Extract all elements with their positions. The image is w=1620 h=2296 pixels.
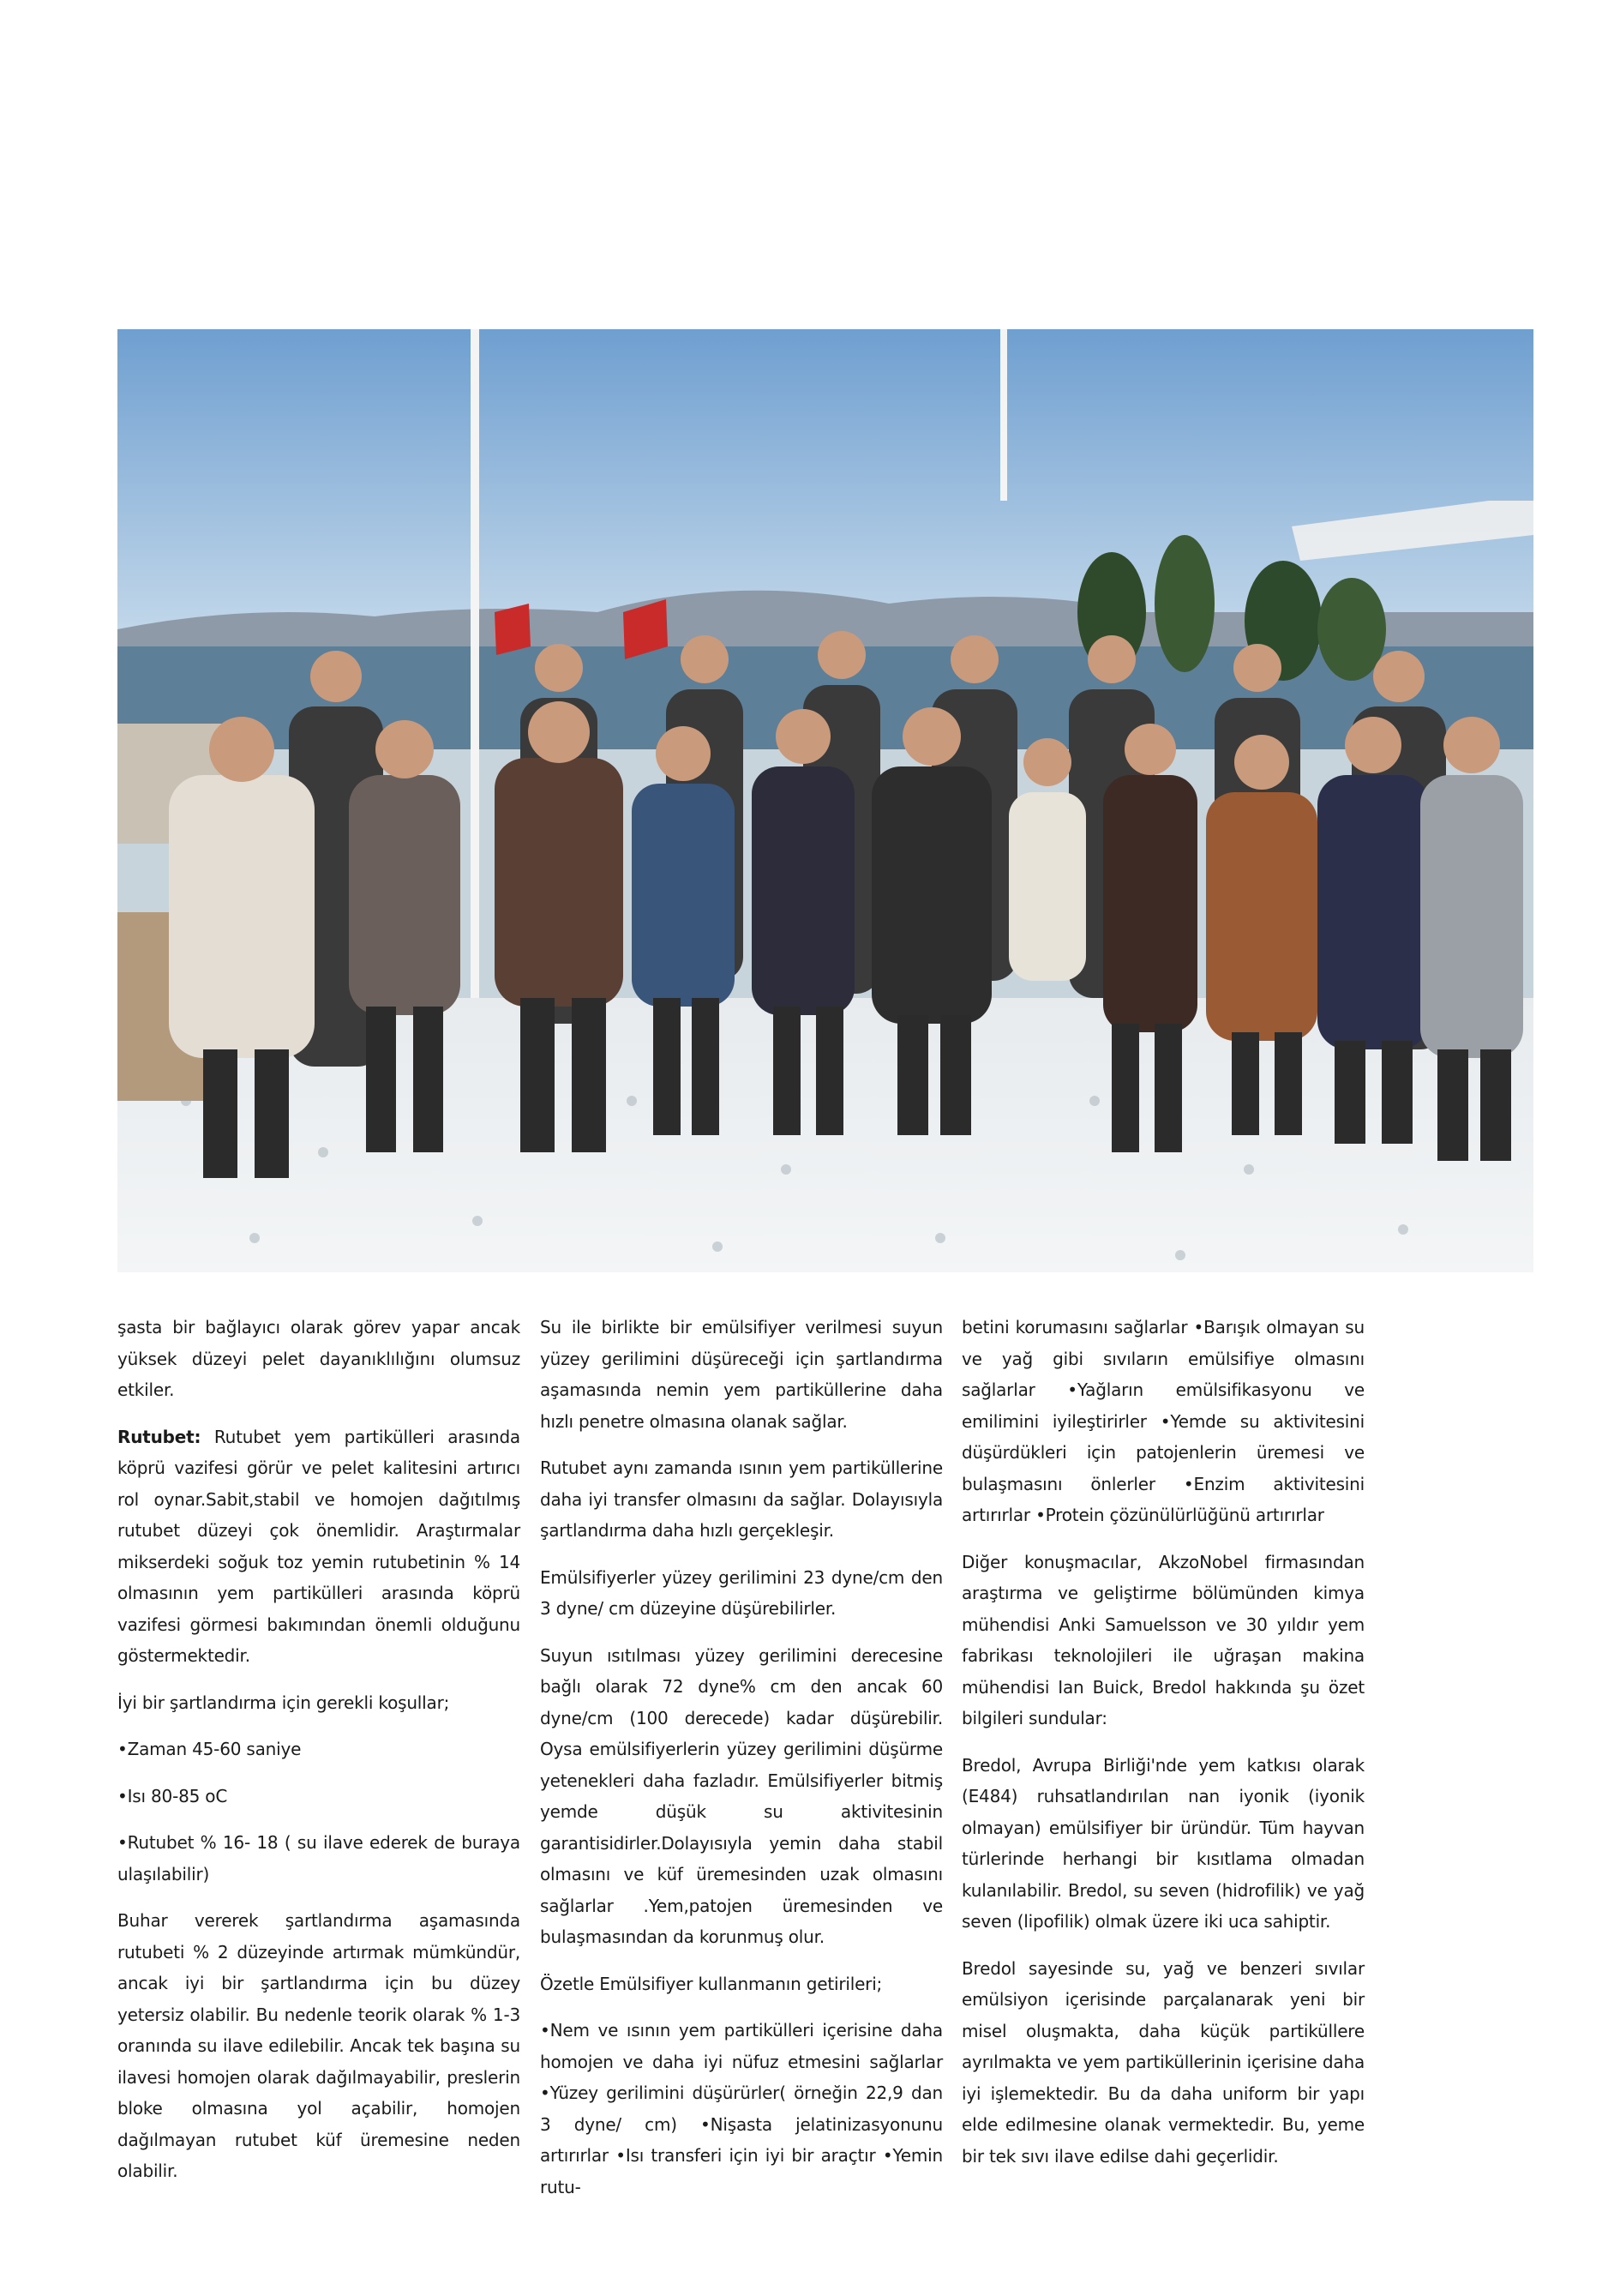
paragraph: İyi bir şartlandırma için gerekli koşullar;	[117, 1692, 450, 1713]
paragraph-text: Rutubet yem partikülleri arasında köprü vazifesi görür ve pelet kalitesini artırıcı rol oynar.Sabit,stabil ve homojen dağıtılmış rutubet düzeyi çok önemlidir. Araştırmalar mikserdeki soğuk toz yemin rutubetinin % 14 olmasının yem partikülleri arasında köprü vazifesi görmesi bakımından önemli olduğunu göstermektedir.	[117, 1426, 520, 1666]
paragraph: Bredol sayesinde su, yağ ve benzeri sıvılar emülsiyon içerisinde parçalanarak yeni bir misel oluşmakta, daha küçük partiküllere ayrılmakta ve yem partiküllerinin içerisine daha iyi işlemektedir. Bu da daha uniform bir yapı elde edilmesine olanak vermektedir. Bu, yeme bir tek sıvı ilave edilse dahi geçerlidir.	[962, 1957, 1365, 2167]
paragraph: Su ile birlikte bir emülsifiyer verilmesi suyun yüzey gerilimini düşüreceği için şartlandırma aşamasında nemin yem partiküllerine daha hızlı penetre olmasına olanak sağlar.	[540, 1317, 943, 1432]
group-photo	[117, 329, 1533, 1272]
paragraph: şasta bir bağlayıcı olarak görev yapar ancak yüksek düzeyi pelet dayanıklılığını olumsuz etkiler.	[117, 1317, 520, 1400]
paragraph: Özetle Emülsifiyer kullanmanın getirileri;	[540, 1973, 883, 1994]
list-item: •Isı 80-85 oC	[117, 1785, 228, 1806]
list-item: •Rutubet % 16- 18 ( su ilave ederek de buraya ulaşılabilir)	[117, 1832, 520, 1884]
paragraph: Diğer konuşmacılar, AkzoNobel firmasından araştırma ve geliştirme bölümünden kimya mühendisi Anki Samuelsson ve 30 yıldır yem fabrikası teknolojileri ile uğraşan makina mühendisi Ian Buick, Bredol hakkında şu özet bilgileri sundular:	[962, 1551, 1365, 1728]
text-column-3	[962, 1312, 1365, 2187]
paragraph: betini korumasını sağlarlar •Barışık olmayan su ve yağ gibi sıvıların emülsifiye olmasını sağlarlar •Yağların emülsifikasyonu ve emilimini iyileştirirler •Yemde su aktivitesini düşürdükleri için patojenlerin üremesi ve bulaşmasını önlerler •Enzim aktivitesini artırırlar •Protein çözünülürlüğünü artırırlar	[962, 1317, 1365, 1525]
list-item: •Zaman 45-60 saniye	[117, 1739, 302, 1759]
paragraph	[117, 1421, 520, 1672]
text-column-1	[117, 1312, 520, 2203]
paragraph: Emülsifiyerler yüzey gerilimini 23 dyne/cm den 3 dyne/ cm düzeyine düşürebilirler.	[540, 1566, 943, 1619]
paragraph: Rutubet aynı zamanda ısının yem partiküllerine daha iyi transfer olmasını da sağlar. Dolayısıyla şartlandırma daha hızlı gerçekleşir.	[540, 1458, 943, 1541]
paragraph: Bredol, Avrupa Birliği'nde yem katkısı olarak (E484) ruhsatlandırılan nan iyonik (iyonik olmayan) emülsifiyer bir üründür. Tüm hayvan türlerinde herhangi bir kısıtlama olmadan kulanılabilir. Bredol, su seven (hidrofilik) ve yağ seven (lipofilik) olmak üzere iki uca sahiptir.	[962, 1754, 1365, 1932]
paragraph: •Nem ve ısının yem partikülleri içerisine daha homojen ve daha iyi nüfuz etmesini sağlarlar •Yüzey gerilimini düşürürler( örneğin 22,9 dan 3 dyne/ cm) •Nişasta jelatinizasyonunu artırırlar •Isı transferi için iyi bir araçtır •Yemin rutu-	[540, 2020, 943, 2197]
text-column-2	[540, 1312, 943, 2218]
paragraph: Suyun ısıtılması yüzey gerilimini derecesine bağlı olarak 72 dyne% cm den ancak 60 dyne/cm (100 derecede) kadar düşürebilir. Oysa emülsifiyerlerin yüzey gerilimini düşürme yetenekleri daha fazladır. Emülsifiyerler bitmiş yemde düşük su aktivitesinin garantisidirler.Dolayısıyla yemin daha stabil olmasını ve küf üremesinden uzak olmasını sağlarlar .Yem,patojen üremesinden ve bulaşmasından da korunmuş olur.	[540, 1644, 943, 1947]
paragraph: Buhar vererek şartlandırma aşamasında rutubeti % 2 düzeyinde artırmak mümkündür, ancak iyi bir şartlandırma için bu düzey yetersiz olabilir. Bu nedenle teorik olarak % 1-3 oranında su ilave edilebilir. Ancak tek başına su ilavesi homojen olarak dağılmayabilir, preslerin bloke olmasına yol açabilir, homojen dağılmayan rutubet küf üremesine neden olabilir.	[117, 1910, 520, 2181]
bold-label: Rutubet:	[117, 1426, 201, 1447]
